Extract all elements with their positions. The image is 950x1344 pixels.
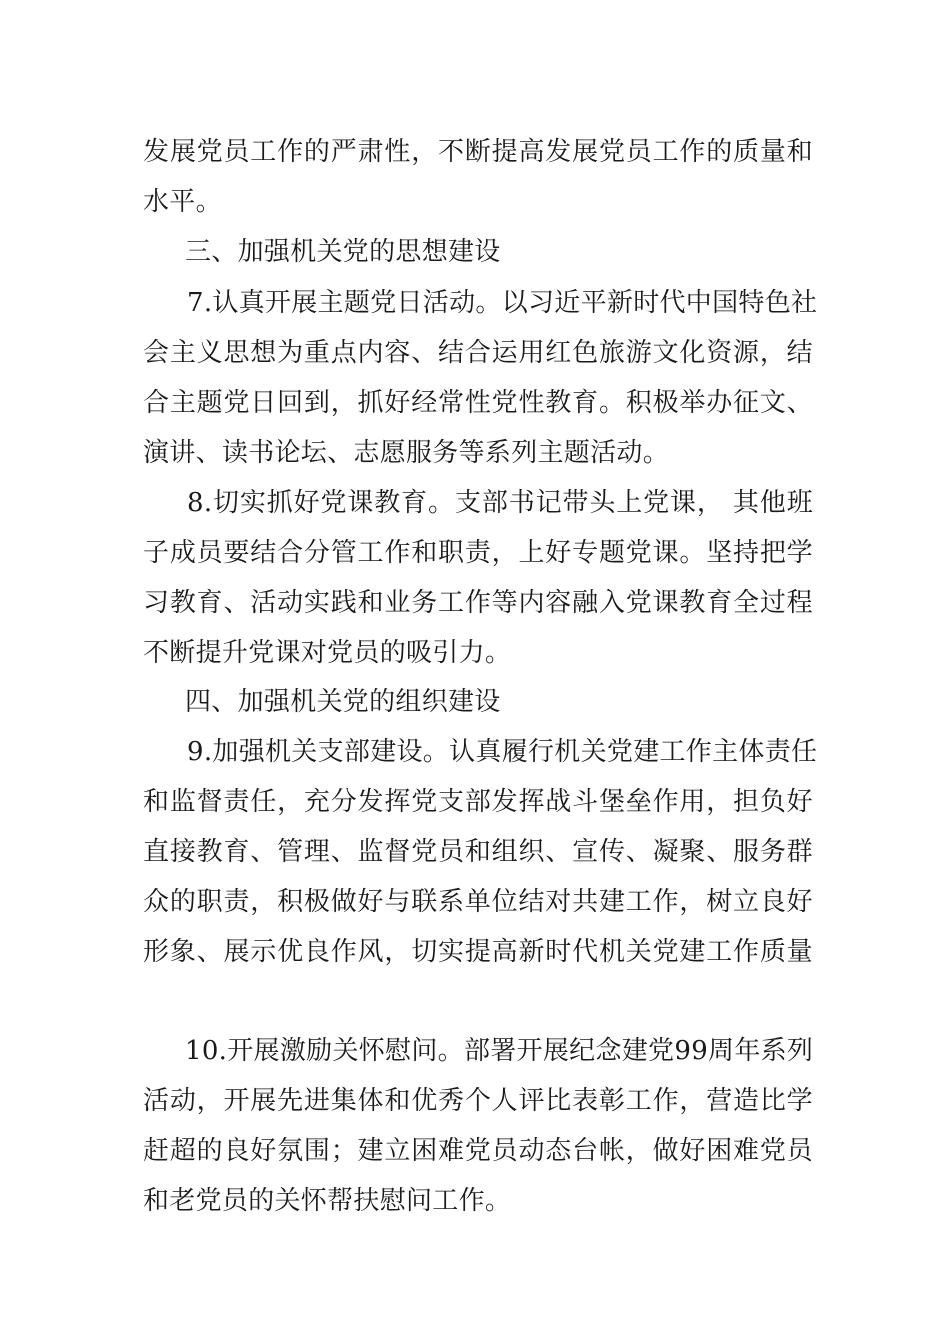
paragraph-line: 演讲、读书论坛、志愿服务等系列主题活动。: [143, 438, 670, 468]
paragraph-line: 习教育、活动实践和业务工作等内容融入党课教育全过程: [143, 588, 813, 618]
paragraph-line: 会主义思想为重点内容、结合运用红色旅游文化资源，结: [143, 338, 813, 368]
paragraph-line: 活动，开展先进集体和优秀个人评比表彰工作，营造比学: [143, 1086, 813, 1116]
paragraph-line: 和老党员的关怀帮扶慰问工作。: [143, 1186, 512, 1216]
section-heading: 三、加强机关党的思想建设: [185, 237, 501, 267]
paragraph-line: 水平。: [143, 187, 222, 217]
paragraph-line: 形象、展示优良作风，切实提高新时代机关党建工作质量: [143, 937, 813, 967]
paragraph-line: 10.开展激励关怀慰问。部署开展纪念建党99周年系列: [185, 1036, 814, 1066]
paragraph-line: 合主题党日回到，抓好经常性党性教育。积极举办征文、: [143, 388, 813, 418]
paragraph-line: 众的职责，积极做好与联系单位结对共建工作，树立良好: [143, 887, 813, 917]
paragraph-line: 不断提升党课对党员的吸引力。: [143, 638, 512, 668]
paragraph-line: 9.加强机关支部建设。认真履行机关党建工作主体责任: [187, 737, 818, 767]
paragraph-line: 发展党员工作的严肃性，不断提高发展党员工作的质量和: [143, 137, 813, 167]
section-heading: 四、加强机关党的组织建设: [185, 687, 501, 717]
paragraph-line: 直接教育、管理、监督党员和组织、宣传、凝聚、服务群: [143, 837, 813, 867]
paragraph-line: 7.认真开展主题党日活动。以习近平新时代中国特色社: [187, 288, 818, 318]
paragraph-line: 8.切实抓好党课教育。支部书记带头上党课， 其他班: [187, 488, 813, 518]
paragraph-line: 子成员要结合分管工作和职责，上好专题党课。坚持把学: [143, 538, 813, 568]
paragraph-line: 赶超的良好氛围；建立困难党员动态台帐，做好困难党员: [143, 1136, 813, 1166]
paragraph-line: 和监督责任，充分发挥党支部发挥战斗堡垒作用，担负好: [143, 787, 813, 817]
